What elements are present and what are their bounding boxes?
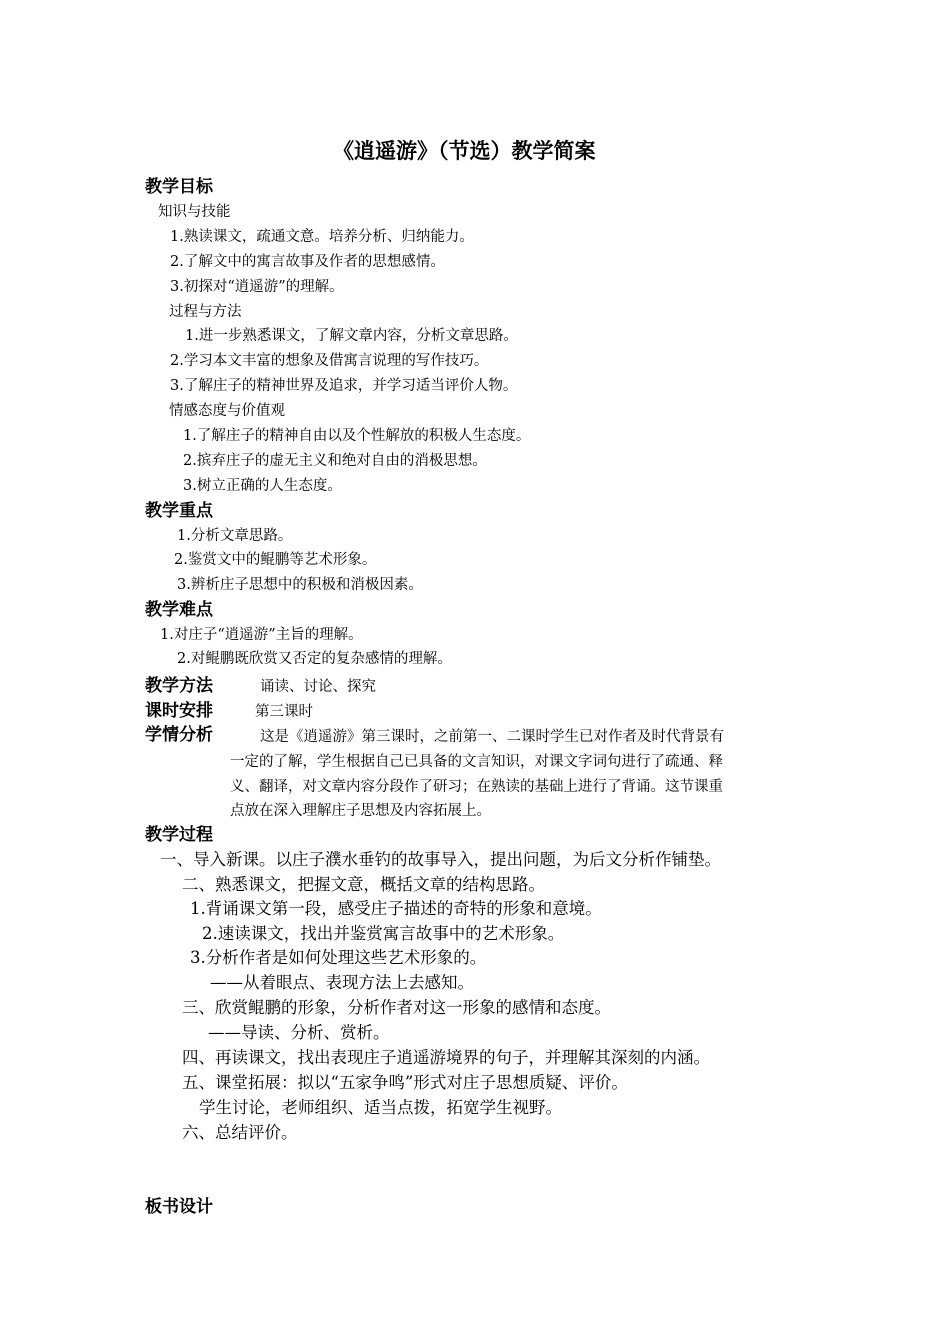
method-heading: 教学方法 xyxy=(145,676,213,696)
board-heading: 板书设计 xyxy=(145,1197,213,1217)
analysis-line: 点放在深入理解庄子思想及内容拓展上。 xyxy=(230,803,491,819)
knowledge-label: 知识与技能 xyxy=(158,204,231,220)
process-method-label: 过程与方法 xyxy=(169,304,242,320)
list-item: 1.了解庄子的精神自由以及个性解放的积极人生态度。 xyxy=(183,428,531,444)
difficulties-heading: 教学难点 xyxy=(145,600,213,620)
list-item: 1.分析文章思路。 xyxy=(177,528,293,544)
list-item: 2.鉴赏文中的鲲鹏等艺术形象。 xyxy=(174,552,377,568)
schedule-value: 第三课时 xyxy=(255,704,313,720)
schedule-heading: 课时安排 xyxy=(145,701,213,721)
emotion-label: 情感态度与价值观 xyxy=(169,403,285,419)
process-step: 1.背诵课文第一段，感受庄子描述的奇特的形象和意境。 xyxy=(190,899,602,918)
process-step: 2.速读课文，找出并鉴赏寓言故事中的艺术形象。 xyxy=(202,924,565,943)
analysis-line: 义、翻译，对文章内容分段作了研习；在熟读的基础上进行了背诵。这节课重 xyxy=(230,779,723,795)
list-item: 1.熟读课文，疏通文意。培养分析、归纳能力。 xyxy=(170,229,474,245)
process-step: 五、课堂拓展：拟以“五家争鸣”形式对庄子思想质疑、评价。 xyxy=(182,1073,628,1092)
process-step: 3.分析作者是如何处理这些艺术形象的。 xyxy=(190,948,487,967)
process-step: 二、熟悉课文，把握文意，概括文章的结构思路。 xyxy=(182,875,545,894)
list-item: 2.对鲲鹏既欣赏又否定的复杂感情的理解。 xyxy=(177,651,452,667)
process-step: 学生讨论，老师组织、适当点拨，拓宽学生视野。 xyxy=(199,1098,562,1117)
process-step: 三、欣赏鲲鹏的形象，分析作者对这一形象的感情和态度。 xyxy=(182,998,611,1017)
process-step: 四、再读课文，找出表现庄子逍遥游境界的句子，并理解其深刻的内涵。 xyxy=(182,1048,710,1067)
process-step: ——从着眼点、表现方法上去感知。 xyxy=(210,973,474,992)
process-heading: 教学过程 xyxy=(145,825,213,845)
list-item: 1.进一步熟悉课文，了解文章内容，分析文章思路。 xyxy=(185,328,518,344)
process-step: 一、导入新课。以庄子濮水垂钓的故事导入，提出问题，为后文分析作铺垫。 xyxy=(160,850,721,869)
key-points-heading: 教学重点 xyxy=(145,501,213,521)
page-title: 《逍遥游》（节选）教学简案 xyxy=(333,139,596,163)
analysis-heading: 学情分析 xyxy=(145,725,213,745)
list-item: 1.对庄子“逍遥游”主旨的理解。 xyxy=(160,627,363,643)
goals-heading: 教学目标 xyxy=(145,177,213,197)
analysis-line: 一定的了解，学生根据自己已具备的文言知识，对课文字词句进行了疏通、释 xyxy=(230,754,723,770)
list-item: 2.学习本文丰富的想象及借寓言说理的写作技巧。 xyxy=(170,353,489,369)
analysis-line: 这是《逍遥游》第三课时，之前第一、二课时学生已对作者及时代背景有 xyxy=(260,729,724,745)
list-item: 3.了解庄子的精神世界及追求，并学习适当评价人物。 xyxy=(170,378,518,394)
process-step: ——导读、分析、赏析。 xyxy=(208,1023,390,1042)
method-value: 诵读、讨论、探究 xyxy=(260,679,376,695)
list-item: 2.了解文中的寓言故事及作者的思想感情。 xyxy=(170,254,445,270)
list-item: 3.辨析庄子思想中的积极和消极因素。 xyxy=(177,577,423,593)
process-step: 六、总结评价。 xyxy=(182,1123,298,1142)
list-item: 3.树立正确的人生态度。 xyxy=(183,478,342,494)
list-item: 2.摈弃庄子的虚无主义和绝对自由的消极思想。 xyxy=(183,453,487,469)
list-item: 3.初探对“逍遥游”的理解。 xyxy=(170,279,344,295)
